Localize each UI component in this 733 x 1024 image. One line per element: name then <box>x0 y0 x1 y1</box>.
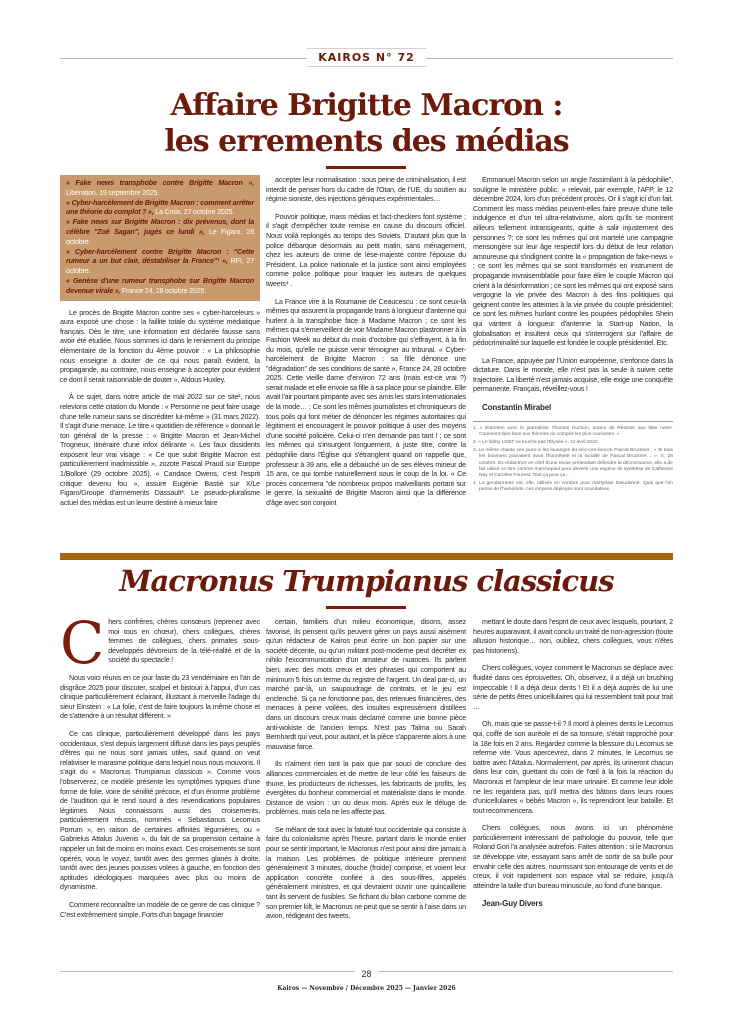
source-item <box>66 199 254 219</box>
paragraph <box>60 609 260 677</box>
paragraph-text: hers confrères, chères consœurs (reprenez avec moi tous en chœur), chers collègues, chères femmes de collègues, chers primates sous-développés dévoreurs de la télé-réalité et de la société du spectacle ! <box>108 618 260 665</box>
paragraph-text: Ce cas clinique, particulièrement développé dans les pays occidentaux, s'est depuis largement diffusé dans les pays peuplés d'êtres qui ne nous sont jamais utiles, sauf quand on veut relativiser le marasme politique dans lequel nous nous mouvons. Il s'agit du « Macronus Trumpianus classicus ». Comme vous l'observerez, ce modèle présente les symptômes typiques d'une forme de folie, voire de sénilité précoce, et d'un énorme problème de l'audition qui le rend sourd à des revendications populaires légitimes. Nous connaissons aussi des croisements, particulièrement réussis, nommés « Sebastianus Lecornus Porrum », en raison de certaines affinités légumières, ou « Gabrielus Attalus Juvenis », du fait de sa propension certaine à rappeler un fait de moins en moins exact. Ces croisements se sont opérés, vous le voyez, tantôt avec des germes glanés à droite, tantôt avec des jeunes pousses volées à gauche, en fonction des aptitudes idéologiques marquées avec plus ou moins de dynamisme. <box>60 729 260 892</box>
article2-column-3 <box>473 618 673 917</box>
source-item <box>66 218 254 247</box>
article1-column-3 <box>473 176 673 496</box>
source-item <box>66 179 254 199</box>
author-signature: Jean-Guy Divers <box>482 899 543 909</box>
page-footer <box>60 964 673 992</box>
article1-title-line2: les errements des médias <box>164 124 569 159</box>
paragraph <box>60 674 260 722</box>
paragraph: Se mêlant de tout avec la fatuité tout occidentale qui consiste à faire du colonialisme après l'heure, partant dans le monde entier pour se sentir important, le Macronus n'est pour ainsi dire jamais à la maison. Les problèmes de politique intérieure prennent généralement 3 minutes, douche (froide) comprise, et voient leur application concrète confiée à des sous-fifres, appelés généralement ministres, et qui devraient ouvrir une quincaillerie tant ils servent de fusibles. Se fichant du bilan carbone comme de son premier kilt, le Macronus ne peut que se sentir à l'aise dans un avion, rédigeant des tweets, <box>266 825 466 921</box>
paragraph: Chers collègues, nous avons ici un phénomène particulièrement intéressant de pathologie du pouvoir, telle que Roland Gori l'a analysée autrefois. Faites attention : si le Macronus se développe vite, essayant sans arrêt de sortir de sa bulle pour envahir celle des autres, nourrissant son entourage de vents et de creux, il voit rapidement son espace vital se réduire, jusqu'à atteindre la taille d'un bureau minuscule, au fond d'une banque. <box>473 824 673 890</box>
title-rule <box>326 166 406 169</box>
paragraph: Chers collègues, voyez comment le Macronus se déplace avec fluidité dans ces éprouvettes. Oh, observez, il a déjà un brushing impeccable ! Il a déjà deux dents ! Et il a déjà auprès de lui une série de petits êtres unicellulaires qui lui ressemblent trait pour trait … <box>473 664 673 711</box>
article1-title-line1: Affaire Brigitte Macron : <box>170 88 563 123</box>
source-title: « Fake news transphobe contre Brigitte Macron », <box>66 179 254 187</box>
source-item <box>66 277 254 297</box>
page-number: 28 <box>355 969 377 979</box>
source-origin: France 24, 28 octobre 2025. <box>121 286 207 295</box>
source-title: « Cyber-harcèlement de Brigitte Macron : comment arrêter une théorie du complot ? », <box>66 198 254 217</box>
paragraph: Pouvoir politique, mass médias et fact-checkers font système ; il s'agit d'empêcher toute remise en cause du discours officiel. Nous voilà replongés au temps des Soviets. D'autant plus que la police débarque désormais au petit matin, sans ménagement, chez les auteurs de crime de lèse-majesté contre l'épouse du Président. La police nationale et la justice sont ainsi employées comme police politique pour traquer les auteurs de quelques tweets⁴ . <box>266 212 466 288</box>
paragraph: Le procès de Brigitte Macron contre ses « cyber-harceleurs » aura exposé une chose : la faillite totale du système médiatique français. Dès le titre, une information est déclarée fausse sans avoir été étudiée. Nous sommes ici dans le reniement du principe élémentaire de la fonction du 4ème pouvoir : « La philosophie nous enseigne à douter de ce qui nous paraît évident, la propagande, au contraire, nous enseigne à accepter pour évident ce dont il serait raisonnable de douter », Aldous Huxley. <box>60 308 260 384</box>
masthead <box>60 48 673 68</box>
section-divider <box>60 553 673 560</box>
source-origin: La Croix, 27 octobre 2025. <box>155 208 235 217</box>
source-origin: RFI, 27 octobre. <box>66 257 254 276</box>
footnote: 4. La gendarmerie est, elle, utilisée en nombre pour martyriser Dieudonné. Quoi que l'on pense de l'humoriste, ces moyens déployés sont scandaleux. <box>473 481 673 493</box>
paragraph: Ils n'aiment rien tant la paix que par souci de conclure des alliances commerciales et de mettre de leur côté les faiseurs de thune, les producteurs de richesses, les fabricants de profits, les évergètes du bonheur commercial et matérialiste dans le monde. Distance de vision : un ou deux mois. Après eux le déluge de problèmes, mais cela ne les affecte pas. <box>266 760 466 817</box>
paragraph: La France, appuyée par l'Union européenne, s'enfonce dans la dictature. Dans le monde, elle n'est pas la seule à suivre cette trajectoire. La liberté n'est jamais acquise, elle exige une conquête permanente. Français, réveillez-vous ! <box>473 356 673 394</box>
source-origin: Libération, 19 septembre 2025. <box>66 188 160 197</box>
paragraph-text: Nous voici réunis en ce jour faste du 23 vendémiaire en l'an de disgrâce 2025 pour discuter, scalpel et bistouri à l'appui, d'un cas clinique particulièrement éclairant, illustrant à merveille l'adage du sieur Einstein : « La folie, c'est de faire toujours la même chose et de s'attendre à un résultat différent. » <box>60 673 260 721</box>
paragraph: certain, familiers d'un milieu économique, disons, assez favorisé, ils pensent qu'ils peuvent gérer un pays aussi aisément qu'un rédacteur de Kairos peut écrire un bon papier sur une société décente, ou qu'un militant post-moderne peut décréter ex nihilo l'excommunication d'un amateur de nuances. Ils parlent bien, avec des mots creux et des phrases qui comportent au minimum 5 fois un terme du registre de l'argent. Un deal par-ci, un marché par-là, un saupoudrage de contrats, et le jeu est enclenché. Si ça ne fonctionne pas, des retenues financières, des menaces à peine voilées, des insultes expressément distillées dans un discours creux mais déclamé comme une bonne pièce anti-wokiste de l'ancien temps. N'est pas Talma ou Sarah Bernhardt qui veut, pour autant, et la pièce s'apparente alors à une mauvaise farce. <box>266 618 466 751</box>
article1-column-1 <box>60 175 260 516</box>
source-title: « Fake news sur Brigitte Macron : dix prévenus, dont la célèbre "Zoé Sagan", jugés ce lundi », <box>66 218 254 236</box>
paragraph <box>60 901 260 920</box>
paragraph: mettant le doute dans l'esprit de ceux avec lesquels, pourtant, 2 heures auparavant, il avait conclu un traité de non-agression (toute allusion historique… non, oubliez, chers collègues, vous n'êtes pas historiens). <box>473 618 673 655</box>
footnote: 3. La même chante ces jours-ci les louanges du néo-con-faucon Pascal Bruckner : « Si tous les boomers pouvaient avoir l'honnêteté et la lucidité de Pascal Bruckner… », X, 28 octobre. Ex-rédactrice en chef d'une revue prétendant défendre la décroissance, elle a de fait utilisé ce titre comme marchepied pour devenir une espèce de synthèse de Catherine Nay et Caroline Fourest. Tout ça pour ça… <box>473 448 673 479</box>
source-origin: Le Figaro, 28 octobre. <box>66 227 255 246</box>
footnote: 1. « Entretien avec le journaliste Thomas Huchon, auteur de Résister aux fake news. Comment faire face aux théories du complot les plus courantes. » <box>473 425 673 437</box>
paragraph: accepter leur normalisation : sous peine de criminalisation, il est interdit de penser hors du cadre de l'Otan, de l'UE, du soutien au régime sioniste, des injections géniques expérimentales… <box>266 176 466 204</box>
issue-label: KAIROS N° 72 <box>306 48 427 67</box>
source-title: « Cyber-harcèlement contre Brigitte Macron : "Cette rumeur a un but clair, déstabiliser la France"¹ », <box>66 247 254 266</box>
article2-column-2 <box>266 618 466 930</box>
article2-column-1 <box>60 609 260 928</box>
paragraph: À ce sujet, dans notre article de mai 2022 sur ce site², nous relevions cette citation du Monde : « Personne ne peut faire usage d'une telle rumeur sans se discréditer lui-même » (31 mars 2022). Il s'agit d'une menace. Le titre « quotidien de référence » donnait le ton général de la presse : « Brigitte Macron et Jean-Michel Trogneux, itinéraire d'une infox délirante ». Les faux dissidents exposent leur vrai visage : « Ce que subit Brigitte Macron est particulièrement inadmissible », zozote Pascal Praud sur Europe 1/Bolloré (29 octobre 2025). « Candace Owens, c'est l'esprit critique devenu fou », assure Eugénie Bastié sur X/Le Figaro/Groupe d'armements Dassault³. Le pseudo-pluralisme actuel des médias est un leurre destiné à mieux faire <box>60 393 260 507</box>
article2-title: Macronus Trumpianus classicus <box>119 564 614 598</box>
title-rule <box>326 606 406 609</box>
sources-box <box>60 175 260 301</box>
footnotes-rule <box>473 421 673 422</box>
paragraph: La France vire à la Roumanie de Ceaucescu : ce sont ceux-là mêmes qui assurent la propagande trans à longueur d'antenne qui hurlent à la transphobie face à Madame Macron ; ce sont les mêmes qui s'émerveillent de voir Madame Macron plastronner à la Fashion Week au début du mois d'octobre qui s'effrayent, à la fin du mois, qu'elle ne puisse venir témoigner au tribunal. « Cyber-harcèlement de Brigitte Macron : sa fille dénonce une "dégradation" de ses conditions de santé », France 24, 28 octobre 2025. Cette vieille dame d'environ 72 ans (mais est-ce vrai ?) serait malade et elle envoie sa fille à sa place pour se plaindre. Elle avait l'air pourtant pimpante avec ses amis les stars internationales de la mode… ; Ce sont les mêmes journalistes et chroniqueurs de tous poils qui font métier de dénoncer les régimes autoritaires qui légitiment et encouragent le pouvoir politique à user des moyens d'une société policière. Celui-ci n'en demande pas tant ! ; ce sont les mêmes qui s'insurgent longuement, à juste titre, contre la pédophilie dans l'Église qui s'étranglent quand on rappelle que, professeur à 39 ans, elle a débauché un de ses élèves mineur de 15 ans, ce qui tombe naturellement sous le coup de la loi. « Ce procès concernera "de nombreux propos malveillants portant sur le genre, la sexualité de Brigitte Macron ainsi que la différence d'âge avec son conjoint <box>266 297 466 507</box>
paragraph: Oh, mais que se passe-t-il ? Il mord à pleines dents le Lecornus qui, coiffé de son auréole et de sa tonsure, s'était rapproché pour la 18e fois en 2 ans. Regardez comme la blessure du Lecornus se referme vite. Vous apercevrez, dans 2 minutes, le Lecornus se battre avec l'Attalus. Normalement, par après, ils urineront chacun dans leur coin, guettant du coin de l'œil à la fois la réaction du Macronus et l'ampleur de leur mare urinaire. Et comme leur idole ne les regardera pas, qu'il mettra des bâtons dans leurs roues d'unicellulaires « bébés Macron », ils reprendront leur bataille. Et tout recommencera. <box>473 720 673 815</box>
footnote: 2. « Le lobby LGBT ne touche pas l'Élysée », 12 avril 2022. <box>473 440 599 446</box>
author-signature: Constantin Mirabel <box>482 403 552 413</box>
article1-column-2 <box>266 176 466 517</box>
paragraph: Emmanuel Macron selon un angle l'assimilant à la pédophilie", souligne le ministère public. » relevait, par exemple, l'AFP, le 12 décembre 2024, lors d'un précédent procès. Or il s'agit ici d'un fait. Comment les mass médias peuvent-elles faire preuve d'une telle indulgence et d'un tel ultra-relativisme, alors qu'ils se montrent ailleurs tellement intransigeants, quitte à salir injustement des personnes ?; ce sont les mêmes qui ont martelé une campagne mensongère sur leur âge respectif lors du début de leur relation amoureuse qui s'indignent contre la « propagation de fake-news » ; ce sont les mêmes qui se sont transformés en instrument de propagande invraisemblable pour faire élire le couple Macron qui crient à la désinformation ; ce sont les mêmes qui ont exposé sans vergogne la vie privée des Macron à des fins politiques qui geignent contre les atteintes à la vie privée du couple présidentiel; ce sont les mêmes hurlant contre les poupées pédophiles Shein qui vantent à longueur d'antenne la Start-up Nation, la globalisation et insultent ceux qui s'interrogent sur l'affaire de pédocriminalité sur laquelle est fondée le couple présidentiel. Etc. <box>473 176 673 348</box>
drop-cap: C <box>60 609 105 677</box>
source-title: « Genèse d'une rumeur transphobe sur Brigitte Macron devenue virale », <box>66 276 254 295</box>
source-item <box>66 248 254 277</box>
issue-info: Kairos — Novembre / Décembre 2025 — Janvier 2026 <box>277 985 456 992</box>
paragraph <box>60 730 260 893</box>
paragraph-text: Comment reconnaître un modèle de ce genre de cas clinique ? C'est extrêmement simple. Forts d'un bagage financier <box>60 901 260 919</box>
